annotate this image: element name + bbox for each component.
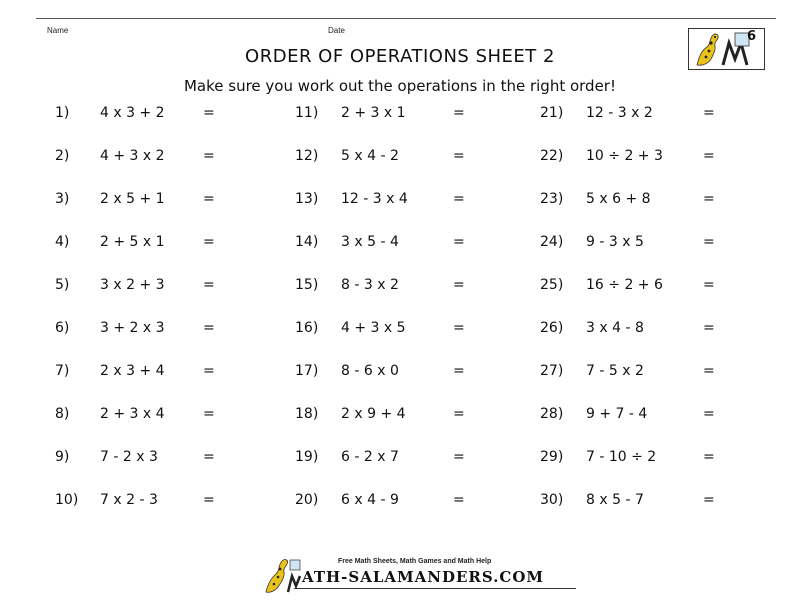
question-expression: 9 + 7 - 4 bbox=[586, 406, 648, 422]
question-expression: 9 - 3 x 5 bbox=[586, 234, 644, 250]
equals-sign: = bbox=[453, 105, 465, 121]
question-expression: 8 - 6 x 0 bbox=[341, 363, 399, 379]
question-item bbox=[540, 449, 723, 469]
equals-sign: = bbox=[203, 148, 215, 164]
question-item bbox=[55, 363, 223, 383]
question-number: 23) bbox=[540, 191, 564, 207]
question-number: 15) bbox=[295, 277, 319, 293]
date-label: Date bbox=[328, 26, 345, 35]
question-item bbox=[295, 234, 473, 254]
footer-tagline: Free Math Sheets, Math Games and Math Help bbox=[338, 558, 492, 565]
question-number: 19) bbox=[295, 449, 319, 465]
equals-sign: = bbox=[453, 148, 465, 164]
question-number: 16) bbox=[295, 320, 319, 336]
equals-sign: = bbox=[203, 492, 215, 508]
question-number: 8) bbox=[55, 406, 70, 422]
question-number: 21) bbox=[540, 105, 564, 121]
question-expression: 2 x 5 + 1 bbox=[100, 191, 165, 207]
question-item bbox=[295, 363, 473, 383]
question-expression: 5 x 6 + 8 bbox=[586, 191, 651, 207]
question-item bbox=[55, 148, 223, 168]
question-item bbox=[295, 492, 473, 512]
question-number: 6) bbox=[55, 320, 70, 336]
name-label: Name bbox=[47, 26, 69, 35]
question-item bbox=[55, 105, 223, 125]
question-item bbox=[540, 105, 723, 125]
equals-sign: = bbox=[453, 234, 465, 250]
question-expression: 3 x 2 + 3 bbox=[100, 277, 165, 293]
question-number: 22) bbox=[540, 148, 564, 164]
question-number: 18) bbox=[295, 406, 319, 422]
question-number: 11) bbox=[295, 105, 319, 121]
question-item bbox=[540, 148, 723, 168]
question-expression: 2 + 3 x 4 bbox=[100, 406, 165, 422]
question-item bbox=[540, 406, 723, 426]
question-number: 27) bbox=[540, 363, 564, 379]
question-expression: 6 - 2 x 7 bbox=[341, 449, 399, 465]
question-item bbox=[295, 148, 473, 168]
top-divider bbox=[36, 18, 776, 19]
question-number: 3) bbox=[55, 191, 70, 207]
question-item bbox=[55, 492, 223, 512]
question-item bbox=[55, 406, 223, 426]
question-number: 2) bbox=[55, 148, 70, 164]
question-number: 24) bbox=[540, 234, 564, 250]
question-expression: 2 + 5 x 1 bbox=[100, 234, 165, 250]
question-number: 7) bbox=[55, 363, 70, 379]
equals-sign: = bbox=[453, 363, 465, 379]
question-number: 25) bbox=[540, 277, 564, 293]
question-expression: 2 x 9 + 4 bbox=[341, 406, 406, 422]
equals-sign: = bbox=[203, 449, 215, 465]
question-item bbox=[55, 234, 223, 254]
question-number: 26) bbox=[540, 320, 564, 336]
equals-sign: = bbox=[453, 492, 465, 508]
question-expression: 8 x 5 - 7 bbox=[586, 492, 644, 508]
question-expression: 2 + 3 x 1 bbox=[341, 105, 406, 121]
equals-sign: = bbox=[703, 148, 715, 164]
question-item bbox=[55, 191, 223, 211]
question-expression: 3 + 2 x 3 bbox=[100, 320, 165, 336]
question-item bbox=[55, 320, 223, 340]
footer-site-logo: ATH-SALAMANDERS.COM bbox=[302, 568, 545, 586]
equals-sign: = bbox=[703, 320, 715, 336]
question-expression: 3 x 4 - 8 bbox=[586, 320, 644, 336]
question-expression: 12 - 3 x 2 bbox=[586, 105, 653, 121]
equals-sign: = bbox=[703, 105, 715, 121]
equals-sign: = bbox=[703, 191, 715, 207]
question-expression: 7 - 5 x 2 bbox=[586, 363, 644, 379]
question-item bbox=[295, 105, 473, 125]
question-number: 9) bbox=[55, 449, 70, 465]
question-number: 20) bbox=[295, 492, 319, 508]
question-item bbox=[295, 277, 473, 297]
question-number: 12) bbox=[295, 148, 319, 164]
question-item bbox=[540, 363, 723, 383]
question-expression: 5 x 4 - 2 bbox=[341, 148, 399, 164]
question-number: 29) bbox=[540, 449, 564, 465]
equals-sign: = bbox=[703, 406, 715, 422]
equals-sign: = bbox=[453, 277, 465, 293]
question-expression: 7 x 2 - 3 bbox=[100, 492, 158, 508]
question-expression: 4 + 3 x 5 bbox=[341, 320, 406, 336]
question-expression: 8 - 3 x 2 bbox=[341, 277, 399, 293]
question-item bbox=[295, 320, 473, 340]
question-expression: 7 - 10 ÷ 2 bbox=[586, 449, 657, 465]
question-expression: 10 ÷ 2 + 3 bbox=[586, 148, 663, 164]
question-item bbox=[540, 492, 723, 512]
equals-sign: = bbox=[453, 449, 465, 465]
question-expression: 2 x 3 + 4 bbox=[100, 363, 165, 379]
question-item bbox=[55, 277, 223, 297]
question-item bbox=[55, 449, 223, 469]
worksheet-title: ORDER OF OPERATIONS SHEET 2 bbox=[245, 46, 555, 67]
equals-sign: = bbox=[203, 320, 215, 336]
worksheet-instructions: Make sure you work out the operations in the right order! bbox=[183, 77, 616, 95]
question-item bbox=[540, 277, 723, 297]
question-expression: 4 x 3 + 2 bbox=[100, 105, 165, 121]
question-expression: 3 x 5 - 4 bbox=[341, 234, 399, 250]
question-expression: 6 x 4 - 9 bbox=[341, 492, 399, 508]
equals-sign: = bbox=[203, 363, 215, 379]
equals-sign: = bbox=[453, 320, 465, 336]
question-item bbox=[295, 449, 473, 469]
question-number: 10) bbox=[55, 492, 79, 508]
question-number: 4) bbox=[55, 234, 70, 250]
question-item bbox=[295, 191, 473, 211]
question-number: 17) bbox=[295, 363, 319, 379]
equals-sign: = bbox=[203, 277, 215, 293]
equals-sign: = bbox=[453, 191, 465, 207]
question-expression: 4 + 3 x 2 bbox=[100, 148, 165, 164]
question-number: 5) bbox=[55, 277, 70, 293]
footer bbox=[262, 554, 582, 594]
equals-sign: = bbox=[453, 406, 465, 422]
question-number: 30) bbox=[540, 492, 564, 508]
question-item bbox=[295, 406, 473, 426]
equals-sign: = bbox=[703, 449, 715, 465]
question-number: 14) bbox=[295, 234, 319, 250]
equals-sign: = bbox=[203, 234, 215, 250]
grade-number: 6 bbox=[746, 29, 756, 44]
equals-sign: = bbox=[703, 363, 715, 379]
question-item bbox=[540, 320, 723, 340]
question-expression: 16 ÷ 2 + 6 bbox=[586, 277, 663, 293]
question-number: 1) bbox=[55, 105, 70, 121]
equals-sign: = bbox=[703, 234, 715, 250]
question-number: 28) bbox=[540, 406, 564, 422]
question-expression: 12 - 3 x 4 bbox=[341, 191, 408, 207]
question-number: 13) bbox=[295, 191, 319, 207]
question-item bbox=[540, 191, 723, 211]
equals-sign: = bbox=[203, 191, 215, 207]
footer-underline bbox=[294, 588, 576, 589]
question-expression: 7 - 2 x 3 bbox=[100, 449, 158, 465]
equals-sign: = bbox=[703, 492, 715, 508]
equals-sign: = bbox=[203, 105, 215, 121]
equals-sign: = bbox=[703, 277, 715, 293]
equals-sign: = bbox=[203, 406, 215, 422]
question-item bbox=[540, 234, 723, 254]
